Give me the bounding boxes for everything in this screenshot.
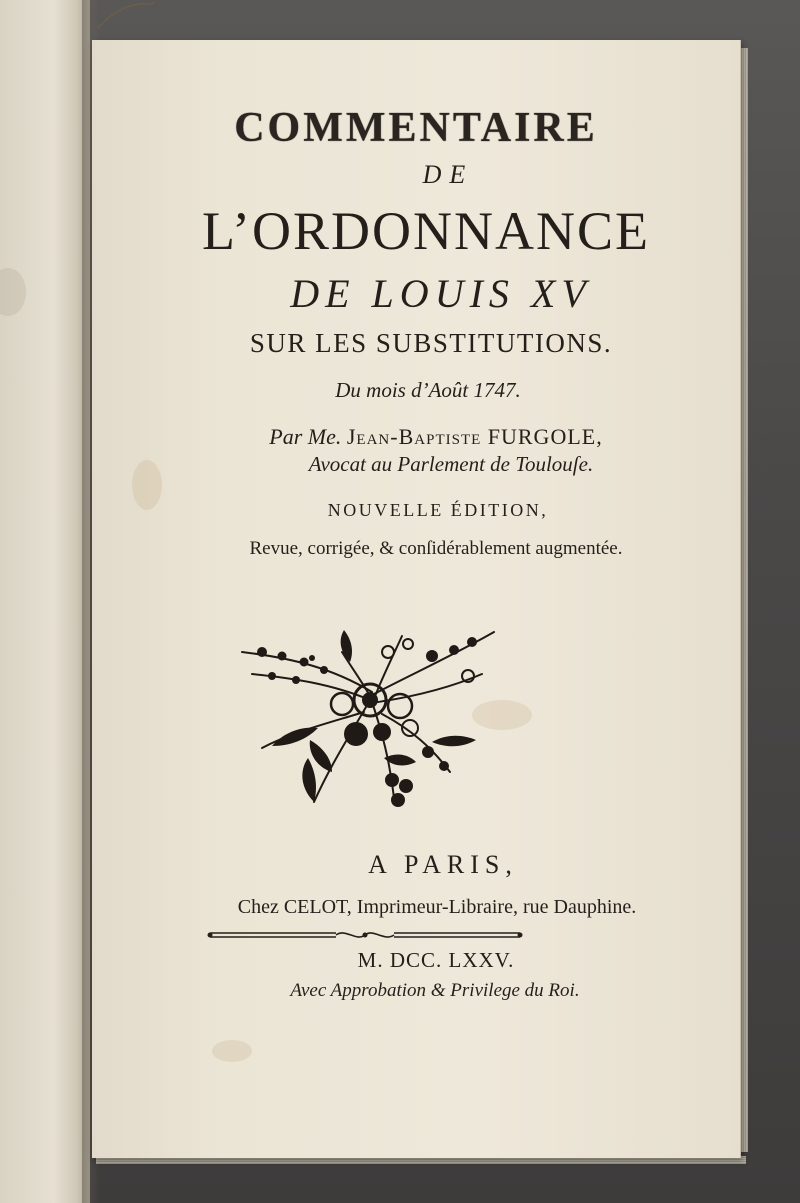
left-page	[0, 0, 90, 1203]
ornamental-rule	[206, 928, 524, 942]
title-de: DE	[422, 160, 474, 189]
page-stain	[0, 268, 26, 316]
title-date: Du mois d’Août 1747.	[335, 378, 521, 402]
edition: NOUVELLE ÉDITION,	[327, 500, 549, 520]
binding-thread	[96, 0, 156, 30]
author-line	[92, 424, 740, 450]
author-prefix: Par Me.	[269, 424, 342, 449]
imprint-privilege: Avec Approbation & Privilege du Roi.	[290, 980, 580, 1001]
title-ordonnance: L’ORDONNANCE	[201, 201, 650, 261]
imprint-year: M. DCC. LXXV.	[357, 948, 515, 972]
title-commentaire: COMMENTAIRE	[234, 105, 598, 151]
title-substitutions: SUR LES SUBSTITUTIONS.	[249, 328, 613, 358]
title-louis: DE LOUIS XV	[290, 271, 592, 316]
floral-ornament	[232, 622, 502, 818]
author-role: Avocat au Parlement de Toulouſe.	[308, 452, 594, 476]
author-name: Jean-Baptiste FURGOLE,	[346, 424, 603, 449]
imprint-publisher: Chez CELOT, Imprimeur-Libraire, rue Dauphine.	[237, 896, 637, 918]
page-edge-right	[740, 48, 748, 1152]
imprint-city: A PARIS,	[368, 850, 518, 879]
edition-note: Revue, corrigée, & conſidérablement augmentée.	[249, 538, 623, 559]
